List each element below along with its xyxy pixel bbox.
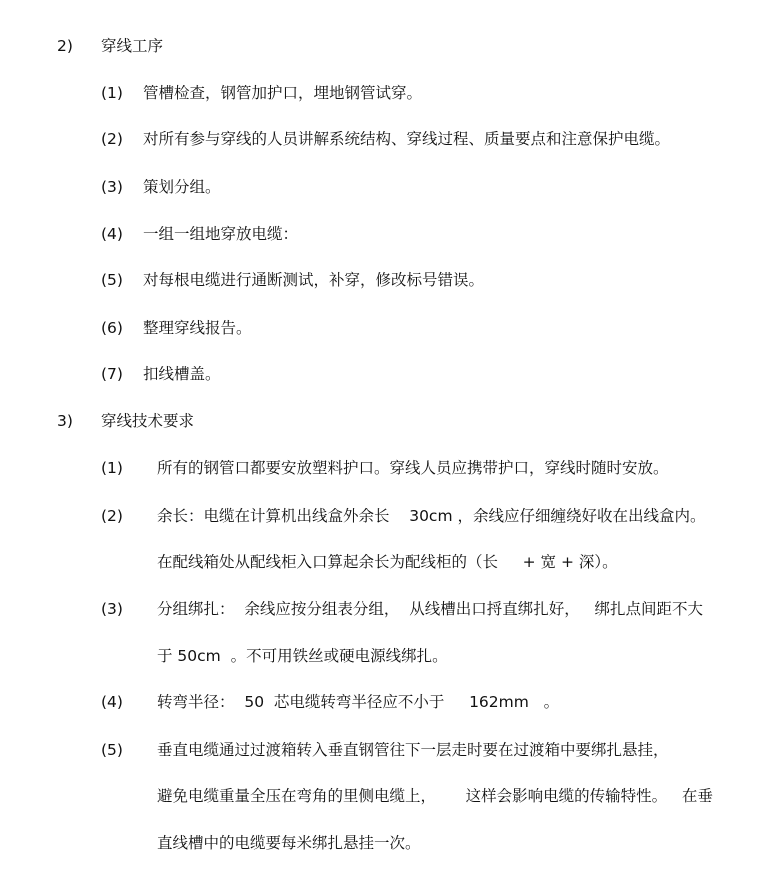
item-text-continued: 在配线箱处从配线柜入口算起余长为配线柜的（长 + 宽 + 深）。: [157, 553, 618, 571]
item-text-continued: 避免电缆重量全压在弯角的里侧电缆上， 这样会影响电缆的传输特性。 在垂: [157, 787, 713, 805]
item-number: (5): [101, 741, 123, 759]
section-title: 穿线技术要求: [101, 412, 195, 430]
item-number: (2): [101, 130, 123, 148]
item-number: (1): [101, 84, 123, 102]
item-number: (4): [101, 225, 123, 243]
item-text: 对所有参与穿线的人员讲解系统结构、穿线过程、质量要点和注意保护电缆。: [143, 130, 671, 148]
item-text: 垂直电缆通过过渡箱转入垂直钢管往下一层走时要在过渡箱中要绑扎悬挂，: [157, 741, 669, 759]
item-number: (3): [101, 600, 123, 618]
item-number: (4): [101, 693, 123, 711]
item-text: 所有的钢管口都要安放塑料护口。穿线人员应携带护口，穿线时随时安放。: [157, 459, 669, 477]
item-text: 扣线槽盖。: [143, 365, 221, 383]
item-number: (3): [101, 178, 123, 196]
item-number: (1): [101, 459, 123, 477]
item-text: 对每根电缆进行通断测试，补穿，修改标号错误。: [143, 271, 485, 289]
item-text: 余长：电缆在计算机出线盒外余长 30cm ，余线应仔细缠绕好收在出线盒内。: [157, 507, 706, 525]
item-text: 策划分组。: [143, 178, 221, 196]
item-number: (6): [101, 319, 123, 337]
item-text-continued: 直线槽中的电缆要每米绑扎悬挂一次。: [157, 834, 421, 852]
section-title: 穿线工序: [101, 37, 164, 55]
item-text: 分组绑扎： 余线应按分组表分组， 从线槽出口捋直绑扎好， 绑扎点间距不大: [157, 600, 703, 618]
section-number: 3): [57, 412, 73, 430]
item-text: 整理穿线报告。: [143, 319, 252, 337]
item-text: 一组一组地穿放电缆：: [143, 225, 299, 243]
item-text: 管槽检查，钢管加护口，埋地钢管试穿。: [143, 84, 423, 102]
item-number: (2): [101, 507, 123, 525]
item-number: (5): [101, 271, 123, 289]
item-number: (7): [101, 365, 123, 383]
item-text: 转弯半径： 50 芯电缆转弯半径应不小于 162mm 。: [157, 693, 560, 711]
item-text-continued: 于 50cm 。不可用铁丝或硬电源线绑扎。: [157, 647, 448, 665]
section-number: 2): [57, 37, 73, 55]
